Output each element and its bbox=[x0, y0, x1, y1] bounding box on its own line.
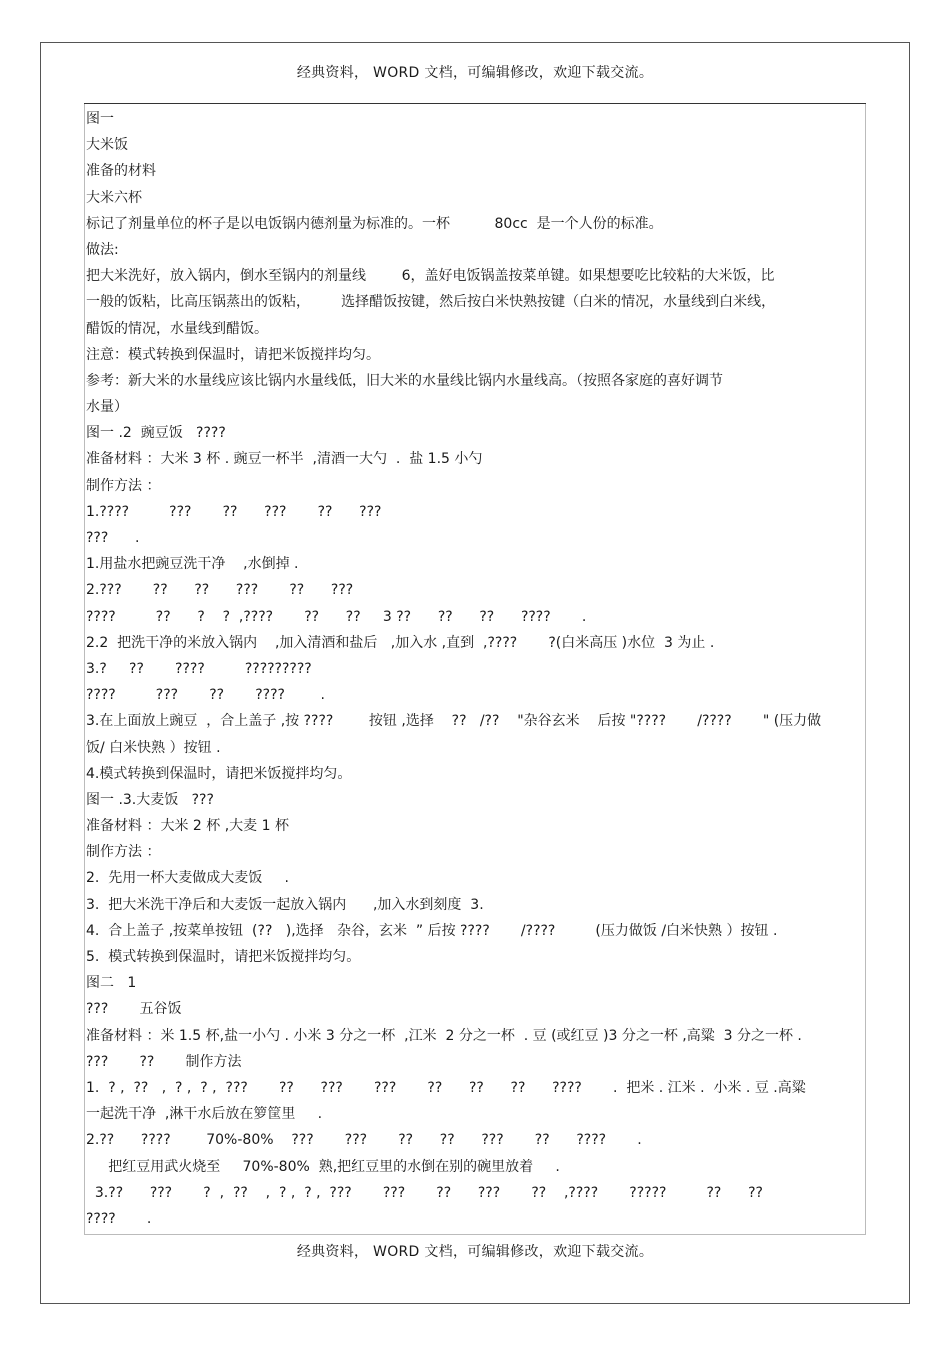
text-line: 把大米洗好，放入锅内，倒水至锅内的剂量线 6，盖好电饭锅盖按菜单键。如果想要吃比较粘的大米饭，比 bbox=[86, 268, 775, 285]
text-line: 4. 合上盖子 ,按菜单按钮 (?? ),选择 杂谷，玄米 ” 后按 ???? /???? (压力做饭 /白米快熟 ）按钮 . bbox=[86, 922, 778, 939]
text-line: 2.2 把洗干净的米放入锅内 ,加入清酒和盐后 ,加入水 ,直到 ,???? ?(白米高压 )水位 3 为止 . bbox=[86, 634, 715, 651]
text-line: 水量） bbox=[86, 399, 128, 416]
text-line: 3. 把大米洗干净后和大麦饭一起放入锅内 ,加入水到刻度 3. bbox=[86, 896, 484, 913]
text-line: 1. ? , ?? , ? , ? , ??? ?? ??? ??? ?? ?? ?? ???? . 把米 . 江米 . 小米 . 豆 .高粱 bbox=[86, 1079, 806, 1096]
text-line: 饭/ 白米快熟 ）按钮 . bbox=[86, 739, 221, 756]
text-line: ???? ??? ?? ???? . bbox=[86, 687, 326, 704]
text-line: 大米六杯 bbox=[86, 189, 142, 206]
text-line: 把红豆用武火烧至 70%-80% 熟,把红豆里的水倒在别的碗里放着 . bbox=[86, 1158, 560, 1175]
text-line: ??? ?? 制作方法 bbox=[86, 1053, 242, 1070]
text-line: 注意：模式转换到保温时，请把米饭搅拌均匀。 bbox=[86, 346, 380, 363]
text-line: 3.? ?? ???? ????????? bbox=[86, 660, 312, 677]
text-line: 3.在上面放上豌豆 ，合上盖子 ,按 ???? 按钮 ,选择 ?? /?? "杂谷玄米 后按 "???? /???? " (压力做 bbox=[86, 713, 822, 730]
text-line: 制作方法 ： bbox=[86, 844, 161, 861]
page-header: 经典资料， WORD 文档，可编辑修改，欢迎下载交流。 bbox=[296, 65, 654, 81]
text-line: 2.??? ?? ?? ??? ?? ??? bbox=[86, 582, 354, 599]
text-line: ???? ?? ? ? ,???? ?? ?? 3 ?? ?? ?? ???? . bbox=[86, 608, 587, 625]
text-line: 图一 bbox=[86, 111, 114, 127]
page-footer: 经典资料， WORD 文档，可编辑修改，欢迎下载交流。 bbox=[296, 1244, 654, 1260]
text-line: 一般的饭粘，比高压锅蒸出的饭粘， 选择醋饭按键，然后按白米快熟按键（白米的情况，水量线到白米线， bbox=[86, 294, 776, 311]
text-line: ??? 五谷饭 bbox=[86, 1001, 182, 1018]
text-line: 1.???? ??? ?? ??? ?? ??? bbox=[86, 503, 382, 520]
text-line: 准备的材料 bbox=[86, 163, 156, 180]
text-line: 大米饭 bbox=[86, 137, 128, 154]
text-line: 3.?? ??? ? , ?? , ? , ? , ??? ??? ?? ??? ?? ,???? ????? ?? ?? bbox=[86, 1184, 763, 1201]
text-line: ???? . bbox=[86, 1210, 152, 1227]
text-line: 参考：新大米的水量线应该比锅内水量线低，旧大米的水量线比锅内水量线高。（按照各家庭的喜好调节 bbox=[86, 372, 723, 389]
text-line: 醋饭的情况，水量线到醋饭。 bbox=[86, 320, 268, 337]
text-line: 图一 .3.大麦饭 ??? bbox=[86, 791, 214, 808]
text-line: 准备材料 ：大米 2 杯 ,大麦 1 杯 bbox=[86, 818, 289, 835]
text-line: 做法: bbox=[86, 241, 119, 258]
text-line: 2. 先用一杯大麦做成大麦饭 . bbox=[86, 870, 289, 887]
text-line: 5. 模式转换到保温时，请把米饭搅拌均匀。 bbox=[86, 949, 361, 965]
text-line: 2.?? ???? 70%-80% ??? ??? ?? ?? ??? ?? ???? . bbox=[86, 1132, 642, 1149]
text-line: 制作方法 ： bbox=[86, 477, 161, 494]
text-line: 4.模式转换到保温时，请把米饭搅拌均匀。 bbox=[86, 765, 352, 782]
text-line: 图二 1 bbox=[86, 975, 137, 992]
text-line: 图一 .2 豌豆饭 ???? bbox=[86, 425, 226, 442]
text-line: 准备材料 ：米 1.5 杯,盐一小勺 . 小米 3 分之一杯 ,江米 2 分之一杯 . 豆 (或红豆 )3 分之一杯 ,高粱 3 分之一杯 . bbox=[86, 1027, 802, 1044]
document-body bbox=[86, 106, 856, 1232]
text-line: 1.用盐水把豌豆洗干净 ,水倒掉 . bbox=[86, 556, 299, 573]
text-line: 一起洗干净 ,淋干水后放在箩筐里 . bbox=[86, 1106, 323, 1123]
text-line: 准备材料 ：大米 3 杯 . 豌豆一杯半 ,清酒一大勺 . 盐 1.5 小勺 bbox=[86, 451, 483, 468]
text-line: ??? . bbox=[86, 530, 140, 546]
text-line: 标记了剂量单位的杯子是以电饭锅内德剂量为标准的。一杯 80cc 是一个人份的标准。 bbox=[86, 215, 663, 232]
